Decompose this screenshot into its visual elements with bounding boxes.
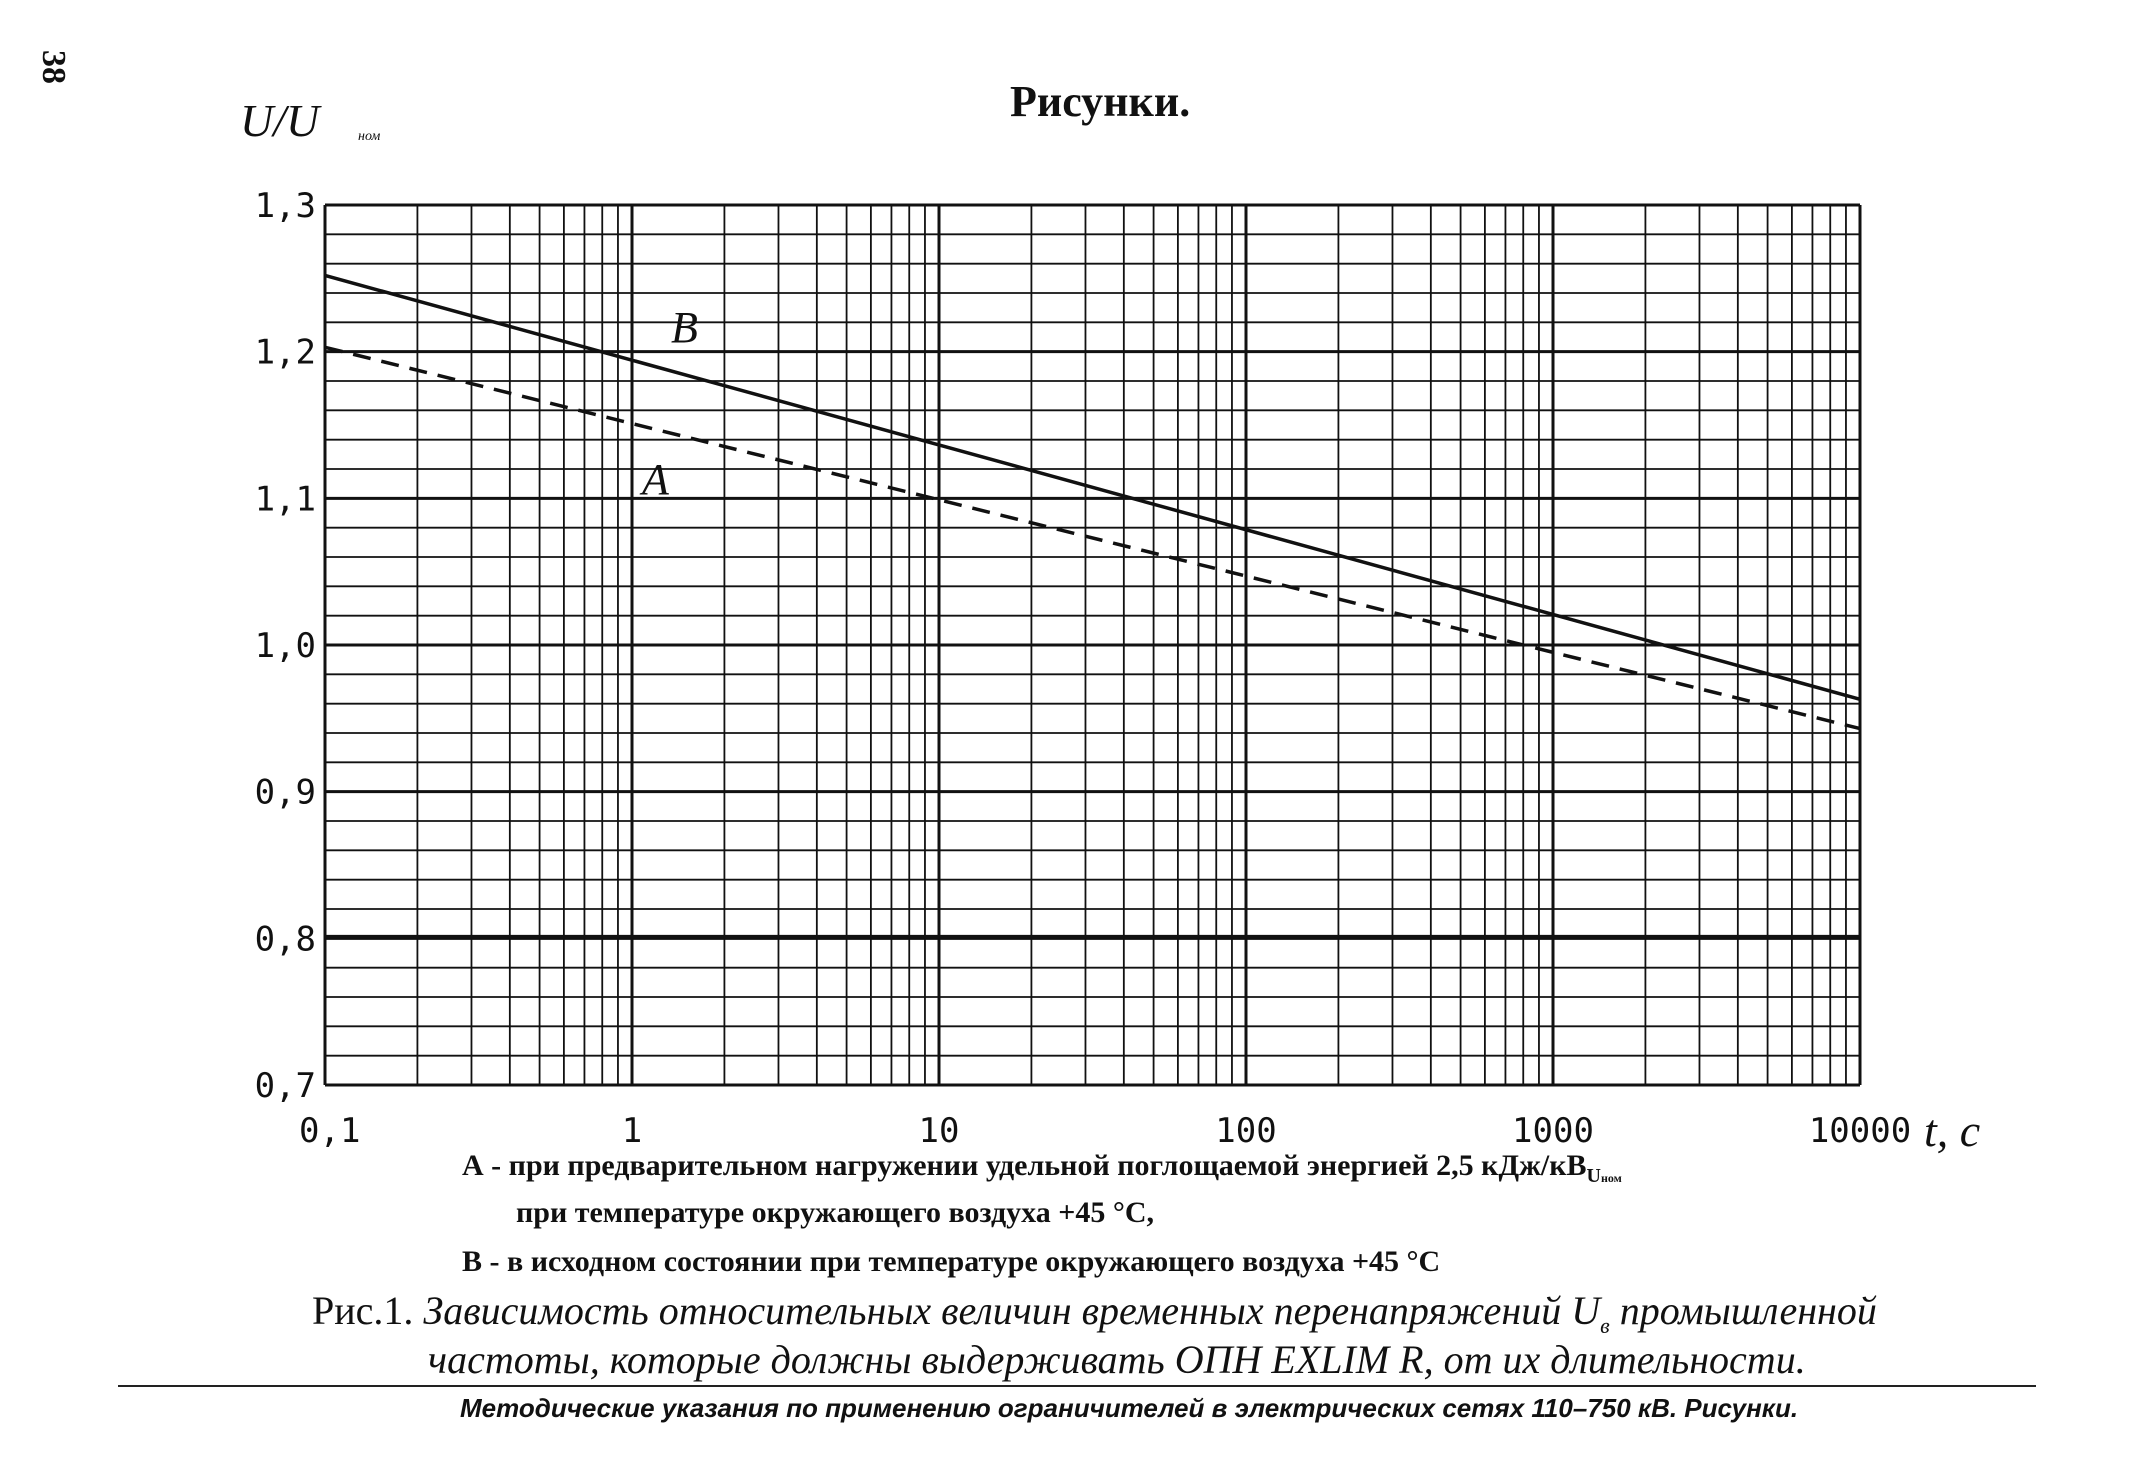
caption-sub: в bbox=[1600, 1313, 1610, 1338]
series-line-a bbox=[325, 347, 1860, 728]
caption-text-b: промышленной bbox=[1609, 1288, 1877, 1333]
legend-b-line: В - в исходном состоянии при температуре окружающего воздуха +45 °С bbox=[462, 1245, 1441, 1278]
x-tick-label: 1000 bbox=[1512, 1111, 1594, 1151]
y-axis-label-subscript: ном bbox=[358, 129, 381, 144]
y-tick-label: 1,3 bbox=[254, 186, 316, 226]
x-axis-label: t, c bbox=[1924, 1105, 1981, 1156]
x-tick-label: 100 bbox=[1215, 1111, 1277, 1151]
series-line-b bbox=[325, 275, 1860, 699]
y-tick-label: 1,1 bbox=[254, 479, 316, 520]
caption-lead: Рис.1. bbox=[312, 1288, 414, 1333]
x-tick-label: 1 bbox=[621, 1111, 643, 1151]
data-series bbox=[325, 275, 1860, 728]
y-tick-label: 1,0 bbox=[254, 626, 316, 666]
caption-text-a: Зависимость относительных величин временных перенапряжений U bbox=[423, 1288, 1601, 1333]
y-tick-label: 0,8 bbox=[254, 919, 316, 960]
y-axis-label: U/U bbox=[240, 95, 320, 146]
x-tick-label: 10 bbox=[918, 1111, 960, 1151]
y-tick-label: 0,9 bbox=[254, 772, 316, 813]
legend-a-line1 bbox=[462, 1149, 1622, 1188]
legend-a-sub: Uном bbox=[1586, 1165, 1622, 1187]
page-footer: Методические указания по применению ограничителей в электрических сетях 110–750 кВ. Рисунки. bbox=[460, 1393, 1799, 1423]
x-tick-label: 10000 bbox=[1808, 1111, 1912, 1151]
grid-major bbox=[325, 205, 1860, 1085]
tick-labels bbox=[255, 186, 1912, 1151]
legend-a-line2: при температуре окружающего воздуха +45 °С, bbox=[516, 1196, 1155, 1229]
footer-rule bbox=[118, 1385, 2036, 1387]
section-title: Рисунки. bbox=[1010, 77, 1191, 126]
curve-label-a: A bbox=[642, 455, 669, 504]
x-tick-label: 0,1 bbox=[299, 1111, 361, 1151]
y-tick-label: 1,2 bbox=[254, 332, 316, 373]
page-number: 38 bbox=[35, 50, 72, 84]
curve-label-b: B bbox=[671, 303, 698, 352]
legend-a-text: А - при предварительном нагружении удельной поглощаемой энергией 2,5 кДж/кВ bbox=[462, 1149, 1587, 1182]
figure-caption-line2: частоты, которые должны выдерживать ОПН EXLIM R, от их длительности. bbox=[428, 1337, 1806, 1382]
y-tick-label: 0,7 bbox=[254, 1066, 316, 1106]
figure-caption-line1 bbox=[312, 1287, 1877, 1339]
